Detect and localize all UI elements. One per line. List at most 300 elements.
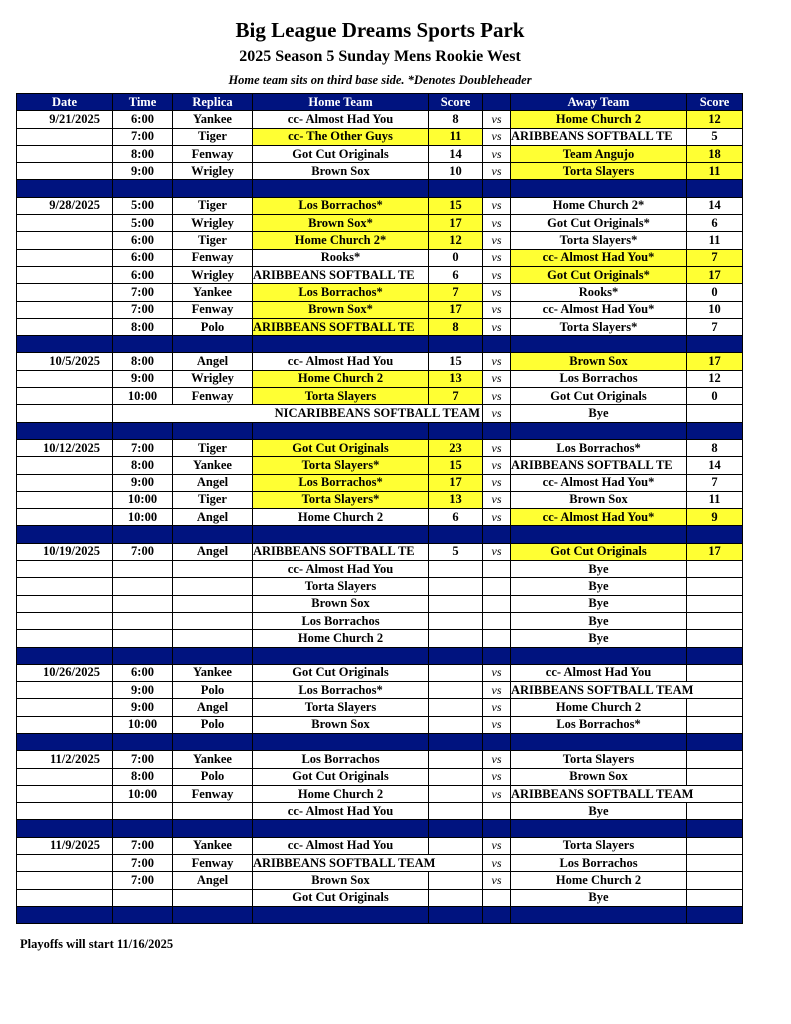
- away-team: Bye: [511, 561, 687, 578]
- week-separator-row: [17, 180, 743, 197]
- home-team: Los Borrachos: [253, 612, 429, 629]
- vs-label: [483, 561, 511, 578]
- separator-cell: [253, 526, 429, 543]
- home-score: 13: [429, 491, 483, 508]
- vs-label: vs: [483, 474, 511, 491]
- game-time: [113, 612, 173, 629]
- game-date: [17, 405, 113, 422]
- away-team: ARIBBEANS SOFTBALL TEAM: [511, 682, 743, 699]
- home-team: Home Church 2: [253, 509, 429, 526]
- separator-cell: [483, 180, 511, 197]
- game-field: Tiger: [173, 491, 253, 508]
- game-row: [17, 837, 743, 854]
- game-time: [113, 803, 173, 820]
- home-team: Brown Sox*: [253, 215, 429, 232]
- game-field: Wrigley: [173, 163, 253, 180]
- separator-cell: [253, 336, 429, 353]
- away-team: Bye: [511, 803, 687, 820]
- vs-label: vs: [483, 197, 511, 214]
- separator-cell: [483, 647, 511, 664]
- vs-label: vs: [483, 266, 511, 283]
- game-time: 6:00: [113, 664, 173, 681]
- separator-cell: [173, 647, 253, 664]
- separator-cell: [17, 906, 113, 923]
- away-team: Bye: [511, 612, 687, 629]
- separator-cell: [483, 336, 511, 353]
- separator-cell: [511, 647, 687, 664]
- away-score: 11: [687, 491, 743, 508]
- header-row: [17, 94, 743, 111]
- home-team: Brown Sox: [253, 163, 429, 180]
- home-team: Brown Sox: [253, 872, 429, 889]
- separator-cell: [17, 336, 113, 353]
- separator-cell: [429, 906, 483, 923]
- home-score: [429, 837, 483, 854]
- vs-label: vs: [483, 301, 511, 318]
- away-score: 9: [687, 509, 743, 526]
- header-away-team: Away Team: [511, 94, 687, 111]
- game-row: [17, 509, 743, 526]
- game-field: Wrigley: [173, 370, 253, 387]
- away-score: 7: [687, 249, 743, 266]
- separator-cell: [253, 647, 429, 664]
- game-field: Angel: [173, 353, 253, 370]
- game-row: [17, 491, 743, 508]
- separator-cell: [429, 180, 483, 197]
- vs-label: [483, 889, 511, 906]
- game-date: [17, 266, 113, 283]
- home-team: ARIBBEANS SOFTBALL TE: [253, 266, 429, 283]
- game-time: 6:00: [113, 249, 173, 266]
- game-field: Angel: [173, 509, 253, 526]
- game-row: [17, 682, 743, 699]
- game-row: [17, 111, 743, 128]
- separator-cell: [173, 336, 253, 353]
- game-date: [17, 612, 113, 629]
- home-score: [429, 561, 483, 578]
- game-date: [17, 630, 113, 647]
- game-row: [17, 578, 743, 595]
- vs-label: vs: [483, 855, 511, 872]
- game-row: [17, 284, 743, 301]
- home-score: 8: [429, 318, 483, 335]
- game-row: [17, 474, 743, 491]
- vs-label: vs: [483, 768, 511, 785]
- game-row: [17, 197, 743, 214]
- game-date: [17, 561, 113, 578]
- away-score: [687, 803, 743, 820]
- away-score: 12: [687, 111, 743, 128]
- game-field: Yankee: [173, 111, 253, 128]
- home-team: Los Borrachos*: [253, 197, 429, 214]
- game-field: Fenway: [173, 785, 253, 802]
- vs-label: vs: [483, 439, 511, 456]
- vs-label: [483, 595, 511, 612]
- away-team: ARIBBEANS SOFTBALL TE: [511, 457, 687, 474]
- away-team: Bye: [511, 595, 687, 612]
- away-team: Home Church 2: [511, 699, 687, 716]
- game-field: [173, 803, 253, 820]
- separator-cell: [429, 647, 483, 664]
- home-score: [429, 803, 483, 820]
- separator-cell: [113, 906, 173, 923]
- vs-label: [483, 630, 511, 647]
- separator-cell: [253, 906, 429, 923]
- away-team: Got Cut Originals*: [511, 266, 687, 283]
- vs-label: vs: [483, 837, 511, 854]
- home-score: 15: [429, 197, 483, 214]
- vs-label: vs: [483, 318, 511, 335]
- game-date: [17, 889, 113, 906]
- game-date: 10/12/2025: [17, 439, 113, 456]
- game-date: [17, 595, 113, 612]
- game-row: [17, 145, 743, 162]
- home-score: [429, 751, 483, 768]
- game-date: [17, 388, 113, 405]
- home-score: 12: [429, 232, 483, 249]
- home-team: Got Cut Originals: [253, 889, 429, 906]
- page-title: Big League Dreams Sports Park: [235, 18, 525, 42]
- game-field: Yankee: [173, 284, 253, 301]
- away-score: 17: [687, 543, 743, 560]
- game-date: [17, 232, 113, 249]
- game-time: 7:00: [113, 872, 173, 889]
- game-row: [17, 405, 743, 422]
- home-team: Brown Sox*: [253, 301, 429, 318]
- home-team: Torta Slayers: [253, 388, 429, 405]
- game-date: [17, 803, 113, 820]
- home-team: cc- Almost Had You: [253, 353, 429, 370]
- game-field: [173, 595, 253, 612]
- away-score: [687, 837, 743, 854]
- separator-cell: [687, 647, 743, 664]
- game-row: [17, 457, 743, 474]
- home-team: ARIBBEANS SOFTBALL TEAM: [253, 855, 483, 872]
- game-row: [17, 128, 743, 145]
- away-score: [687, 768, 743, 785]
- game-time: [113, 578, 173, 595]
- week-separator-row: [17, 820, 743, 837]
- game-date: [17, 768, 113, 785]
- game-date: [17, 682, 113, 699]
- away-score: [687, 595, 743, 612]
- game-date: [17, 716, 113, 733]
- away-team: Torta Slayers*: [511, 318, 687, 335]
- vs-label: vs: [483, 284, 511, 301]
- header-replica: Replica: [173, 94, 253, 111]
- header-time: Time: [113, 94, 173, 111]
- game-field: Yankee: [173, 751, 253, 768]
- away-score: 8: [687, 439, 743, 456]
- home-score: 6: [429, 266, 483, 283]
- game-date: [17, 509, 113, 526]
- vs-label: vs: [483, 751, 511, 768]
- separator-cell: [113, 820, 173, 837]
- home-team: Home Church 2*: [253, 232, 429, 249]
- game-row: [17, 889, 743, 906]
- game-date: 11/2/2025: [17, 751, 113, 768]
- away-team: Rooks*: [511, 284, 687, 301]
- game-date: [17, 457, 113, 474]
- schedule-note: Home team sits on third base side. *Denotes Doubleheader: [228, 73, 532, 87]
- home-team: Home Church 2: [253, 630, 429, 647]
- away-score: 0: [687, 388, 743, 405]
- away-team: Bye: [511, 578, 687, 595]
- away-score: 12: [687, 370, 743, 387]
- separator-cell: [429, 422, 483, 439]
- away-score: 6: [687, 215, 743, 232]
- away-score: [687, 751, 743, 768]
- page-subtitle: 2025 Season 5 Sunday Mens Rookie West: [239, 48, 521, 65]
- home-team: cc- Almost Had You: [253, 803, 429, 820]
- schedule-table: [16, 93, 743, 924]
- game-time: [113, 630, 173, 647]
- game-row: [17, 561, 743, 578]
- separator-cell: [687, 733, 743, 750]
- game-field: Wrigley: [173, 266, 253, 283]
- game-time: 8:00: [113, 353, 173, 370]
- separator-cell: [17, 647, 113, 664]
- away-team: Home Church 2: [511, 872, 687, 889]
- home-score: 7: [429, 388, 483, 405]
- game-time: 6:00: [113, 111, 173, 128]
- away-score: 7: [687, 474, 743, 491]
- game-row: [17, 751, 743, 768]
- game-time: 7:00: [113, 543, 173, 560]
- separator-cell: [687, 336, 743, 353]
- home-team: Torta Slayers: [253, 578, 429, 595]
- vs-label: vs: [483, 491, 511, 508]
- away-team: cc- Almost Had You*: [511, 474, 687, 491]
- home-team: Torta Slayers*: [253, 457, 429, 474]
- header-home-score: Score: [429, 94, 483, 111]
- game-time: 7:00: [113, 301, 173, 318]
- separator-cell: [483, 733, 511, 750]
- game-row: [17, 664, 743, 681]
- home-team: Home Church 2: [253, 370, 429, 387]
- game-field: Tiger: [173, 439, 253, 456]
- game-date: [17, 785, 113, 802]
- away-team: Torta Slayers: [511, 751, 687, 768]
- separator-cell: [113, 180, 173, 197]
- game-field: Polo: [173, 768, 253, 785]
- home-score: 10: [429, 163, 483, 180]
- game-date: [17, 578, 113, 595]
- game-time: 9:00: [113, 699, 173, 716]
- game-date: [17, 370, 113, 387]
- vs-label: vs: [483, 353, 511, 370]
- away-team: Got Cut Originals: [511, 388, 687, 405]
- separator-cell: [429, 820, 483, 837]
- game-row: [17, 370, 743, 387]
- game-time: 5:00: [113, 197, 173, 214]
- game-row: [17, 595, 743, 612]
- away-score: [687, 664, 743, 681]
- separator-cell: [253, 820, 429, 837]
- home-score: [429, 716, 483, 733]
- game-row: [17, 215, 743, 232]
- away-team: Brown Sox: [511, 353, 687, 370]
- away-score: 14: [687, 457, 743, 474]
- game-field: Fenway: [173, 388, 253, 405]
- separator-cell: [687, 820, 743, 837]
- away-score: 11: [687, 163, 743, 180]
- game-date: [17, 163, 113, 180]
- away-team: Got Cut Originals: [511, 543, 687, 560]
- vs-label: vs: [483, 682, 511, 699]
- game-field: Wrigley: [173, 215, 253, 232]
- game-date: [17, 301, 113, 318]
- away-team: Bye: [511, 405, 687, 422]
- away-score: 11: [687, 232, 743, 249]
- home-team: Brown Sox: [253, 716, 429, 733]
- home-team: Los Borrachos*: [253, 474, 429, 491]
- separator-cell: [173, 526, 253, 543]
- home-team: ARIBBEANS SOFTBALL TE: [253, 543, 429, 560]
- away-score: 7: [687, 318, 743, 335]
- week-separator-row: [17, 422, 743, 439]
- away-team: Los Borrachos*: [511, 716, 687, 733]
- home-team: Los Borrachos: [253, 751, 429, 768]
- away-team: Torta Slayers: [511, 837, 687, 854]
- home-score: 7: [429, 284, 483, 301]
- game-field: [173, 561, 253, 578]
- away-team: ARIBBEANS SOFTBALL TEAM: [511, 785, 743, 802]
- away-team: Brown Sox: [511, 491, 687, 508]
- separator-cell: [483, 422, 511, 439]
- away-score: 17: [687, 266, 743, 283]
- separator-cell: [511, 336, 687, 353]
- header-vs: [483, 94, 511, 111]
- vs-label: vs: [483, 716, 511, 733]
- game-time: 8:00: [113, 145, 173, 162]
- home-score: [429, 682, 483, 699]
- game-field: Tiger: [173, 128, 253, 145]
- game-date: 11/9/2025: [17, 837, 113, 854]
- game-time: 7:00: [113, 439, 173, 456]
- game-date: 9/28/2025: [17, 197, 113, 214]
- game-row: [17, 301, 743, 318]
- game-field: Yankee: [173, 837, 253, 854]
- week-separator-row: [17, 526, 743, 543]
- game-date: [17, 145, 113, 162]
- home-team: Home Church 2: [253, 785, 429, 802]
- game-time: 7:00: [113, 284, 173, 301]
- home-score: [429, 630, 483, 647]
- game-time: 10:00: [113, 388, 173, 405]
- game-time: 7:00: [113, 751, 173, 768]
- separator-cell: [113, 733, 173, 750]
- game-row: [17, 872, 743, 889]
- separator-cell: [687, 526, 743, 543]
- separator-cell: [483, 820, 511, 837]
- game-date: [17, 249, 113, 266]
- game-row: [17, 785, 743, 802]
- game-time: 8:00: [113, 318, 173, 335]
- away-score: 18: [687, 145, 743, 162]
- game-row: [17, 855, 743, 872]
- separator-cell: [511, 733, 687, 750]
- game-row: [17, 543, 743, 560]
- vs-label: vs: [483, 405, 511, 422]
- game-date: 10/19/2025: [17, 543, 113, 560]
- home-score: [429, 699, 483, 716]
- away-score: [687, 612, 743, 629]
- home-team: Torta Slayers: [253, 699, 429, 716]
- away-team: Los Borrachos*: [511, 439, 687, 456]
- game-field: [173, 612, 253, 629]
- home-score: [429, 785, 483, 802]
- home-score: 15: [429, 457, 483, 474]
- game-time: 6:00: [113, 266, 173, 283]
- separator-cell: [17, 733, 113, 750]
- bye-team: NICARIBBEANS SOFTBALL TEAM: [113, 405, 483, 422]
- away-team: Los Borrachos: [511, 855, 687, 872]
- away-score: 17: [687, 353, 743, 370]
- game-date: [17, 284, 113, 301]
- vs-label: vs: [483, 699, 511, 716]
- home-team: Torta Slayers*: [253, 491, 429, 508]
- away-team: ARIBBEANS SOFTBALL TE: [511, 128, 687, 145]
- away-score: [687, 716, 743, 733]
- home-score: 23: [429, 439, 483, 456]
- game-field: [173, 889, 253, 906]
- separator-cell: [429, 526, 483, 543]
- separator-cell: [511, 820, 687, 837]
- away-team: Torta Slayers*: [511, 232, 687, 249]
- game-field: [173, 578, 253, 595]
- game-time: 10:00: [113, 509, 173, 526]
- separator-cell: [253, 733, 429, 750]
- away-team: cc- Almost Had You*: [511, 509, 687, 526]
- vs-label: vs: [483, 872, 511, 889]
- separator-cell: [253, 180, 429, 197]
- game-time: 10:00: [113, 716, 173, 733]
- game-row: [17, 439, 743, 456]
- separator-cell: [17, 180, 113, 197]
- game-field: Fenway: [173, 855, 253, 872]
- game-field: Angel: [173, 474, 253, 491]
- game-row: [17, 163, 743, 180]
- game-time: 9:00: [113, 370, 173, 387]
- game-row: [17, 318, 743, 335]
- game-row: [17, 266, 743, 283]
- away-score: [687, 699, 743, 716]
- away-team: cc- Almost Had You*: [511, 249, 687, 266]
- home-score: [429, 889, 483, 906]
- home-score: [429, 664, 483, 681]
- separator-cell: [429, 336, 483, 353]
- home-score: [429, 768, 483, 785]
- home-team: cc- Almost Had You: [253, 561, 429, 578]
- vs-label: vs: [483, 785, 511, 802]
- home-score: 17: [429, 215, 483, 232]
- separator-cell: [173, 422, 253, 439]
- game-date: [17, 699, 113, 716]
- home-team: Los Borrachos*: [253, 682, 429, 699]
- game-field: Angel: [173, 699, 253, 716]
- header-date: Date: [17, 94, 113, 111]
- home-score: 17: [429, 474, 483, 491]
- separator-cell: [173, 820, 253, 837]
- game-date: [17, 872, 113, 889]
- game-field: Polo: [173, 682, 253, 699]
- game-time: [113, 561, 173, 578]
- home-team: cc- Almost Had You: [253, 837, 429, 854]
- away-score: 10: [687, 301, 743, 318]
- away-team: cc- Almost Had You*: [511, 301, 687, 318]
- away-score: [687, 561, 743, 578]
